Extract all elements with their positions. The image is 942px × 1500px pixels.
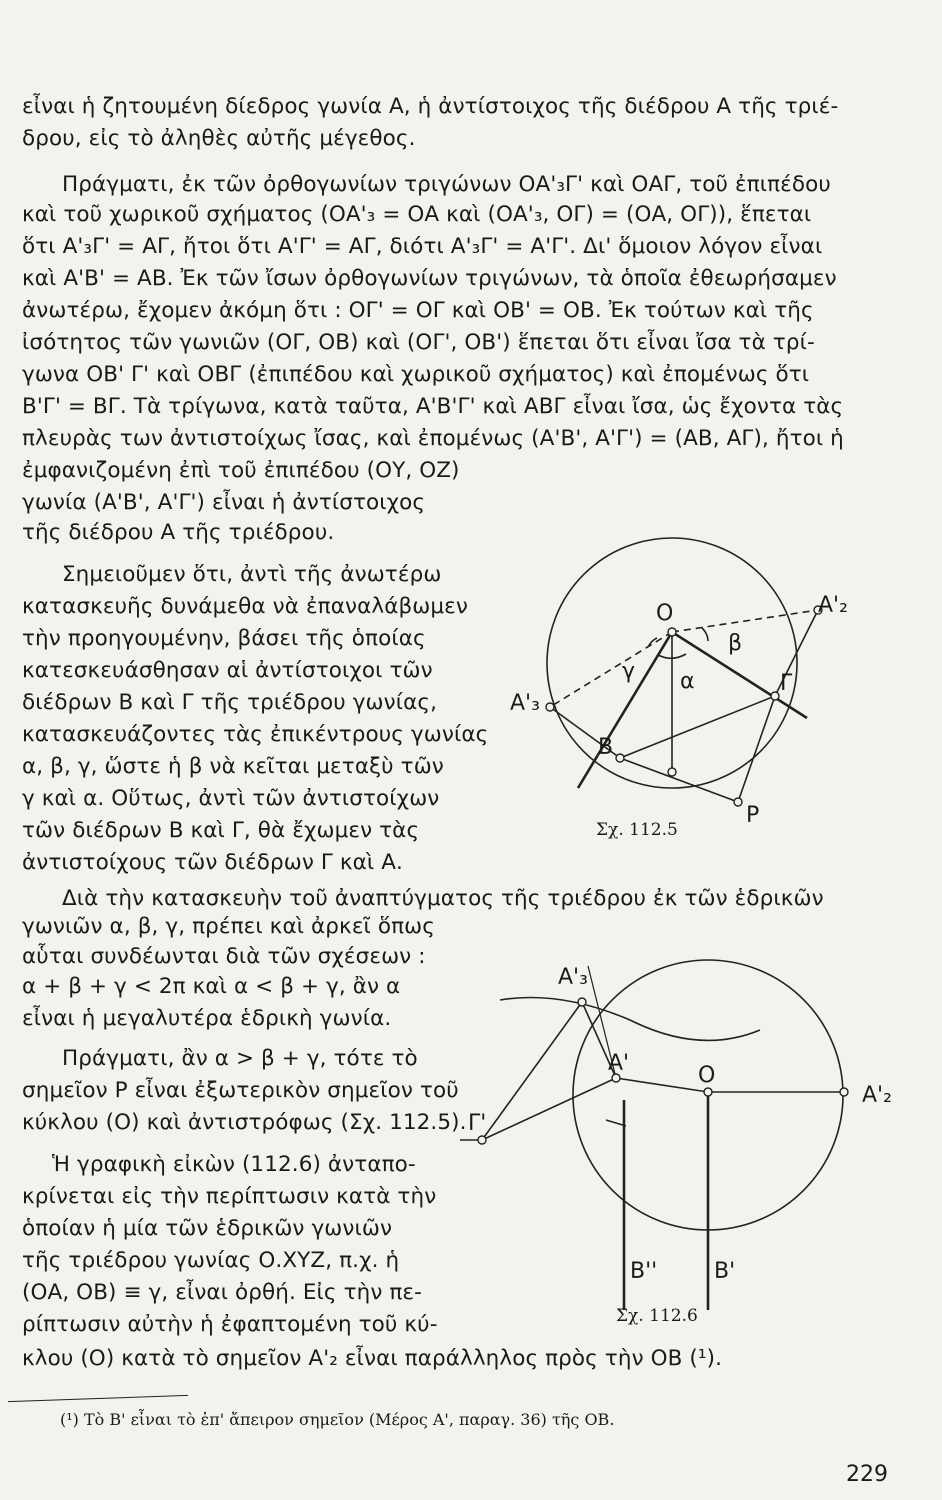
text-line: σημεῖον Ρ εἶναι ἐξωτερικὸν σημεῖον τοῦ [22,1078,459,1103]
dashed-oa3 [550,632,672,707]
arc-gamma [648,638,657,647]
point-g [478,1136,486,1144]
text-line: γωνα ΟΒ' Γ' καὶ ΟΒΓ (ἐπιπέδου καὶ χωρικοῦ σχήματος) καὶ ἐπομένως ὅτι [22,362,810,387]
text-line: κλου (Ο) κατὰ τὸ σημεῖον Α'₂ εἶναι παράλληλος πρὸς τὴν ΟΒ (¹). [22,1346,723,1371]
text-line: τῆς τριέδρου γωνίας Ο.ΧΥΖ, π.χ. ἡ [22,1248,400,1273]
label-a3: Α'₃ [510,691,540,716]
text-line: Πράγματι, ἂν α > β + γ, τότε τὸ [62,1046,418,1071]
curve-upper [500,998,760,1041]
text-line: κατασκευάζοντες τὰς ἐπικέντρους γωνίας [22,722,489,747]
text-line: γ καὶ α. Οὕτως, ἀντὶ τῶν ἀντιστοίχων [22,786,440,811]
label-b: Β [598,735,614,760]
text-line: Β'Γ' = ΒΓ. Τὰ τρίγωνα, κατὰ ταῦτα, Α'Β'Γ' καὶ ΑΒΓ εἶναι ἴσα, ὡς ἔχοντα τὰς [22,394,844,419]
text-line: γωνιῶν α, β, γ, πρέπει καὶ ἀρκεῖ ὅπως [22,914,435,939]
figure-caption: Σχ. 112.6 [616,1306,698,1326]
text-line: καὶ Α'Β' = ΑΒ. Ἐκ τῶν ἴσων ὀρθογωνίων τριγώνων, τὰ ὁποῖα ἐθεωρήσαμεν [22,266,837,291]
point-a3 [578,998,586,1006]
label-g: Γ' [468,1111,487,1136]
point-a2 [840,1088,848,1096]
line-a3-g [482,1002,582,1140]
line-g-a [482,1078,616,1140]
text-line: κύκλου (Ο) καὶ ἀντιστρόφως (Σχ. 112.5). [22,1110,467,1135]
text-line: ἀντιστοίχους τῶν διέδρων Γ καὶ Α. [22,850,403,875]
text-line: Ἡ γραφικὴ εἰκὼν (112.6) ἀνταπο- [52,1152,416,1177]
label-a3: Α'₃ [558,965,588,990]
text-line: τὴν προηγουμένην, βάσει τῆς ὁποίας [22,626,426,651]
point-a3 [546,703,554,711]
text-line: Πράγματι, ἐκ τῶν ὀρθογωνίων τριγώνων ΟΑ'₃Γ' καὶ ΟΑΓ, τοῦ ἐπιπέδου [62,172,831,197]
label-o: Ο [656,601,674,626]
text-line: πλευρὰς των ἀντιστοίχως ἴσας, καὶ ἐπομένως (Α'Β', Α'Γ') = (ΑΒ, ΑΓ), ἤτοι ἡ [22,426,844,451]
text-line: εἶναι ἡ ζητουμένη δίεδρος γωνία Α, ἡ ἀντίστοιχος τῆς διέδρου Α τῆς τριέ- [22,94,839,119]
point-b [616,754,624,762]
footnote: (¹) Τὸ Β' εἶναι τὸ ἐπ' ἄπειρον σημεῖον (Μέρος Α', παραγ. 36) τῆς ΟΒ. [60,1410,615,1429]
text-line: (ΟΑ, ΟΒ) ≡ γ, εἶναι ὀρθή. Εἰς τὴν πε- [22,1280,423,1305]
page-number: 229 [846,1462,888,1487]
dashed-oa2 [672,610,818,632]
text-line: α + β + γ < 2π καὶ α < β + γ, ἂν α [22,974,401,999]
label-b2: Β'' [630,1259,658,1284]
line-a-o [616,1078,708,1092]
text-line: τῆς διέδρου Α τῆς τριέδρου. [22,520,335,545]
text-line: καὶ τοῦ χωρικοῦ σχήματος (ΟΑ'₃ = ΟΑ καὶ (ΟΑ'₃, ΟΓ) = (ΟΑ, ΟΓ)), ἕπεται [22,202,812,227]
point-g [771,692,779,700]
text-line: Διὰ τὴν κατασκευὴν τοῦ ἀναπτύγματος τῆς τριέδρου ἐκ τῶν ἑδρικῶν [62,886,824,911]
label-gamma-cap: Γ [780,671,793,696]
text-line: ἀνωτέρω, ἔχομεν ἀκόμη ὅτι : ΟΓ' = ΟΓ καὶ ΟΒ' = ΟΒ. Ἐκ τούτων καὶ τῆς [22,298,814,323]
text-line: δρου, εἰς τὸ ἀληθὲς αὐτῆς μέγεθος. [22,126,416,151]
label-a1: Α' [608,1051,630,1076]
arc-beta [702,628,708,641]
text-line: κατεσκευάσθησαν αἱ ἀντίστοιχοι τῶν [22,658,433,683]
label-a2: Α'₂ [818,593,848,618]
label-a2: Α'₂ [862,1083,892,1108]
label-beta: β [728,631,743,656]
text-line: κρίνεται εἰς τὴν περίπτωσιν κατὰ τὴν [22,1184,437,1209]
text-line: ὅτι Α'₃Γ' = ΑΓ, ἤτοι ὅτι Α'Γ' = ΑΓ, διότι Α'₃Γ' = Α'Γ'. Δι' ὅμοιον λόγον εἶναι [22,234,823,259]
text-line: ἐμφανιζομένη ἐπὶ τοῦ ἐπιπέδου (ΟΥ, ΟΖ) [22,458,460,483]
point-a [668,768,676,776]
text-line: αὗται συνδέωνται διὰ τῶν σχέσεων : [22,944,426,969]
line-bp [620,758,738,802]
point-p [734,798,742,806]
figure-112-6 [460,950,920,1310]
text-line: ἰσότητος τῶν γωνιῶν (ΟΓ, ΟΒ) καὶ (ΟΓ', ΟΒ') ἕπεται ὅτι εἶναι ἴσα τὰ τρί- [22,330,815,355]
text-line: ρίπτωσιν αὐτὴν ἡ ἐφαπτομένη τοῦ κύ- [22,1312,438,1337]
label-o: Ο [698,1063,716,1088]
line-pg [738,696,775,802]
label-alpha: α [680,669,695,694]
text-line: τῶν διέδρων Β καὶ Γ, θὰ ἔχωμεν τὰς [22,818,420,843]
label-b1: Β' [714,1259,736,1284]
figure-112-5 [470,520,848,850]
text-line: κατασκευῆς δυνάμεθα νὰ ἐπαναλάβωμεν [22,594,469,619]
text-line: α, β, γ, ὥστε ἡ β νὰ κεῖται μεταξὺ τῶν [22,754,444,779]
footnote-rule [8,1395,188,1402]
text-line: γωνία (Α'Β', Α'Γ') εἶναι ἡ ἀντίστοιχος [22,490,426,515]
text-line: Σημειοῦμεν ὅτι, ἀντὶ τῆς ἀνωτέρω [62,562,442,587]
figure-caption: Σχ. 112.5 [596,820,678,840]
text-line: διέδρων Β καὶ Γ τῆς τριέδρου γωνίας, [22,690,438,715]
label-p: Ρ [746,803,760,828]
text-line: εἶναι ἡ μεγαλυτέρα ἑδρικὴ γωνία. [22,1006,392,1031]
text-line: ὁποίαν ἡ μία τῶν ἑδρικῶν γωνιῶν [22,1216,393,1241]
label-gamma: γ [622,659,636,684]
point-o [704,1088,712,1096]
line-bg [620,696,775,758]
point-o [668,628,676,636]
